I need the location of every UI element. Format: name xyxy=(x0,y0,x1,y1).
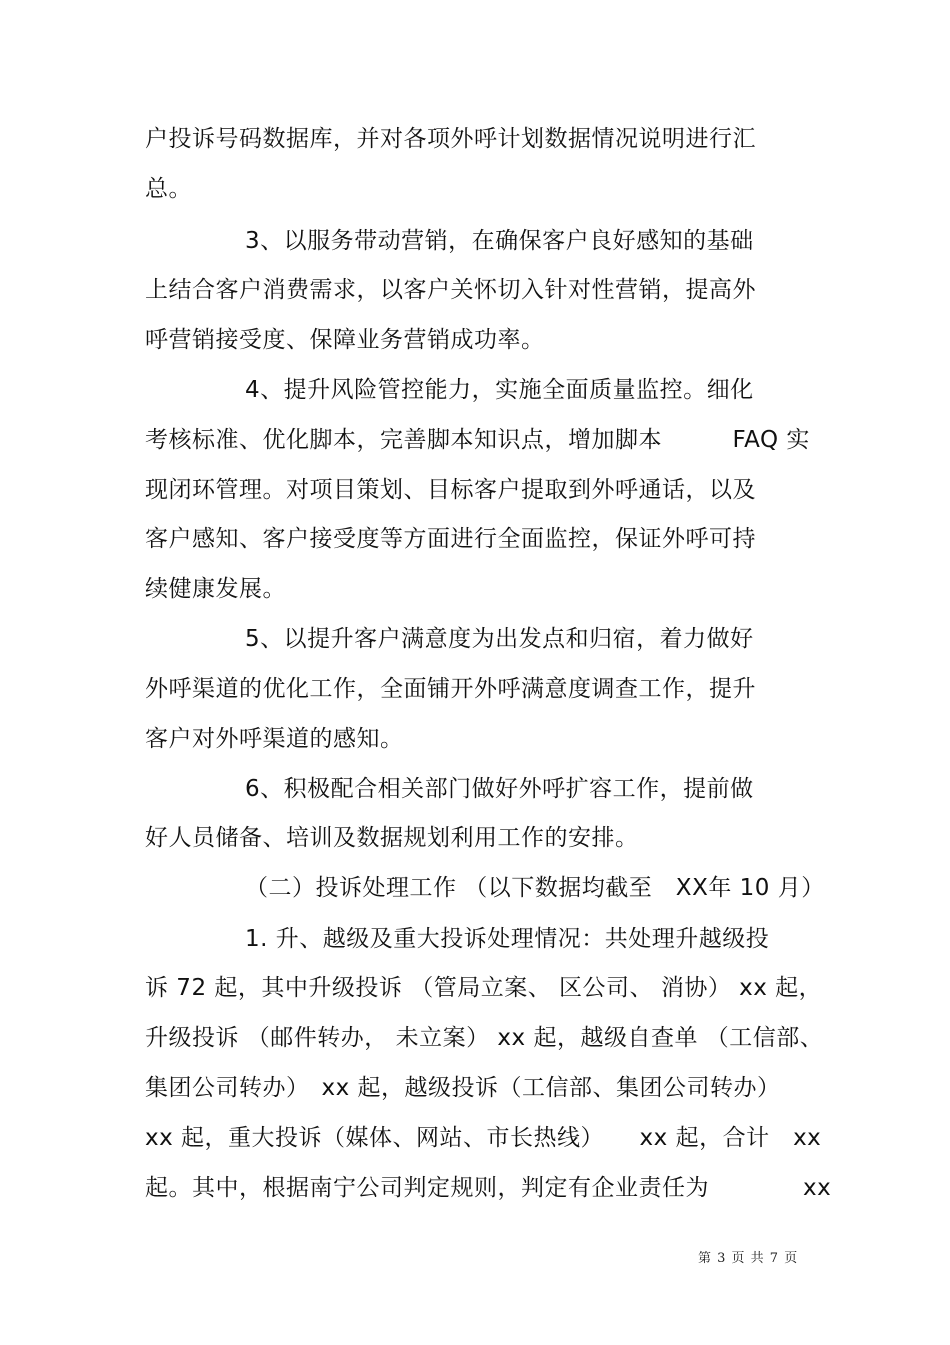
paragraph-line: 户投诉号码数据库，并对各项外呼计划数据情况说明进行汇 xyxy=(145,126,756,152)
paragraph-line: 3、以服务带动营销，在确保客户良好感知的基础 xyxy=(245,228,754,254)
paragraph-line: 升级投诉 （邮件转办， 未立案） xx 起，越级自查单 （工信部、 xyxy=(145,1025,824,1051)
page-number-footer: 第 3 页 共 7 页 xyxy=(698,1251,799,1266)
paragraph-line: 外呼渠道的优化工作，全面铺开外呼满意度调查工作，提升 xyxy=(145,676,756,702)
paragraph-line: 起。其中，根据南宁公司判定规则，判定有企业责任为 xx xyxy=(145,1175,832,1201)
paragraph-line: 现闭环管理。对项目策划、目标客户提取到外呼通话，以及 xyxy=(145,477,756,503)
section-heading: （二）投诉处理工作 （以下数据均截至 XX年 10 月） xyxy=(245,875,825,901)
paragraph-line: 集团公司转办） xx 起，越级投诉（工信部、集团公司转办） xyxy=(145,1075,781,1101)
paragraph-line: 客户感知、客户接受度等方面进行全面监控，保证外呼可持 xyxy=(145,526,756,552)
paragraph-line: 总。 xyxy=(145,176,192,202)
paragraph-line: 5、以提升客户满意度为出发点和归宿，着力做好 xyxy=(245,626,754,652)
paragraph-line: 1. 升、越级及重大投诉处理情况：共处理升越级投 xyxy=(245,926,770,952)
paragraph-line: 诉 72 起，其中升级投诉 （管局立案、 区公司、 消协） xx 起， xyxy=(145,975,823,1001)
paragraph-line: 续健康发展。 xyxy=(145,576,286,602)
paragraph-line: xx 起，重大投诉（媒体、网站、市长热线） xx 起，合计 xx xyxy=(145,1125,822,1151)
paragraph-line: 上结合客户消费需求，以客户关怀切入针对性营销，提高外 xyxy=(145,277,756,303)
paragraph-line: 考核标准、优化脚本，完善脚本知识点，增加脚本 FAQ 实 xyxy=(145,427,810,453)
paragraph-line: 客户对外呼渠道的感知。 xyxy=(145,726,404,752)
paragraph-line: 6、积极配合相关部门做好外呼扩容工作，提前做 xyxy=(245,776,754,802)
paragraph-line: 呼营销接受度、保障业务营销成功率。 xyxy=(145,327,545,353)
paragraph-line: 好人员储备、培训及数据规划利用工作的安排。 xyxy=(145,825,639,851)
paragraph-line: 4、提升风险管控能力，实施全面质量监控。细化 xyxy=(245,377,754,403)
